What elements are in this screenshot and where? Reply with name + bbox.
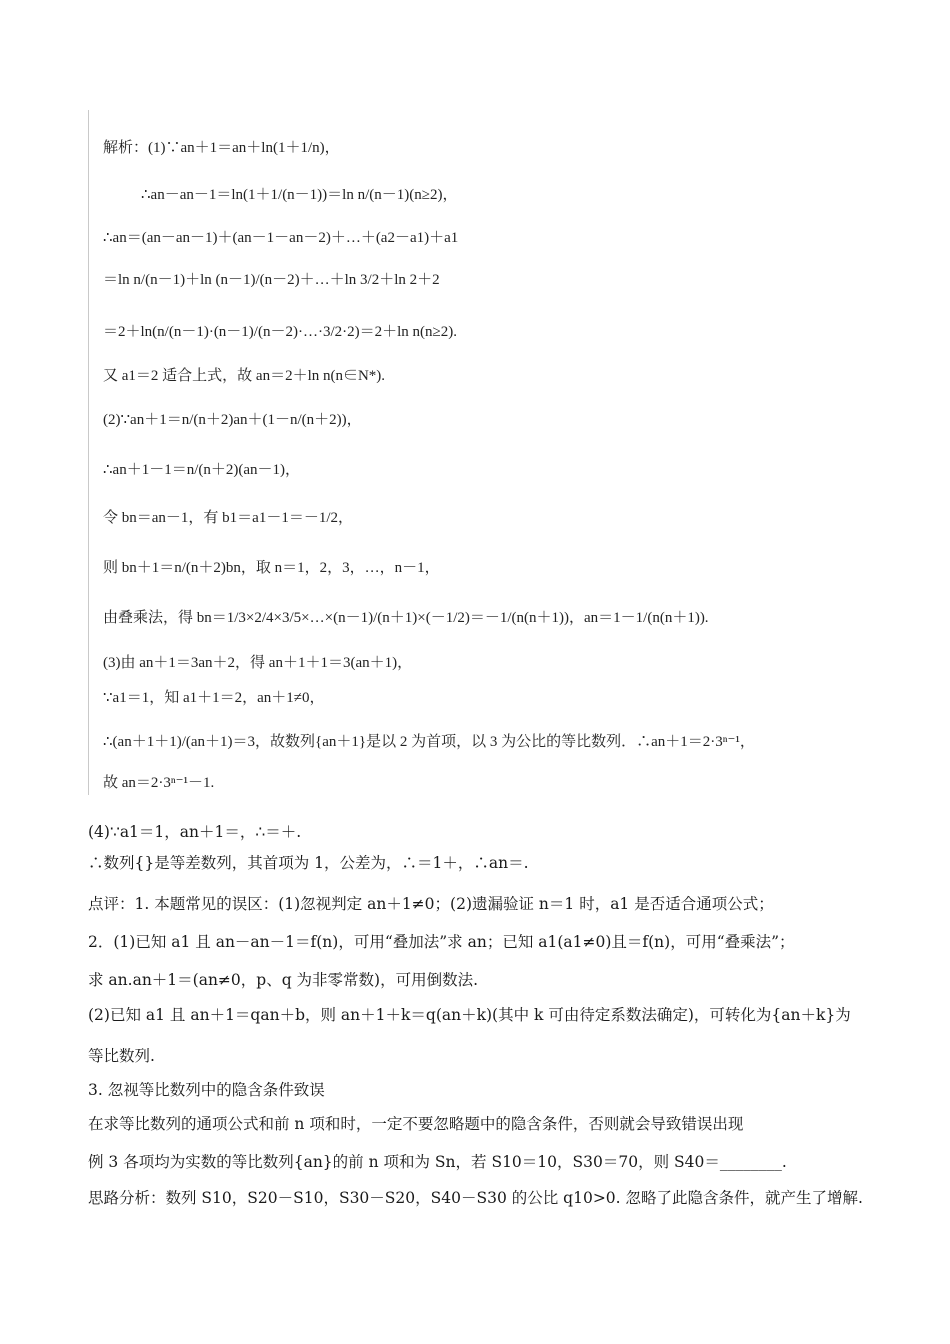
solution-line-15: 故 an＝2·3ⁿ⁻¹－1. xyxy=(103,775,215,791)
solution-line-11: 由叠乘法，得 bn＝1/3×2/4×3/5×…×(n－1)/(n＋1)×(－1/2)＝－1/(n(n＋1))，an＝1－1/(n(n＋1)). xyxy=(103,610,709,626)
body-line-4: 2．(1)已知 a1 且 an－an－1＝f(n)，可用“叠加法”求 an；已知 a1(a1≠0)且＝f(n)，可用“叠乘法”； xyxy=(88,933,795,951)
solution-line-2: ∴an－an－1＝ln(1＋1/(n－1))＝ln n/(n－1)(n≥2)， xyxy=(141,187,458,203)
body-line-2: ∴数列{}是等差数列，其首项为 1，公差为，∴＝1＋，∴an＝. xyxy=(88,854,529,872)
body-line-7: 等比数列. xyxy=(88,1047,155,1065)
solution-line-12: (3)由 an＋1＝3an＋2，得 an＋1＋1＝3(an＋1)， xyxy=(103,655,413,671)
solution-line-14: ∴(an＋1＋1)/(an＋1)＝3，故数列{an＋1}是以 2 为首项，以 3 为公比的等比数列．∴an＋1＝2·3ⁿ⁻¹， xyxy=(103,734,755,750)
solution-line-6: 又 a1＝2 适合上式，故 an＝2＋ln n(n∈N*). xyxy=(103,368,386,384)
solution-line-7: (2)∵an＋1＝n/(n＋2)an＋(1－n/(n＋2))， xyxy=(103,412,362,428)
solution-line-3: ∴an＝(an－an－1)＋(an－1－an－2)＋…＋(a2－a1)＋a1 xyxy=(103,230,459,246)
solution-line-5: ＝2＋ln(n/(n－1)·(n－1)/(n－2)·…·3/2·2)＝2＋ln n(n≥2). xyxy=(103,324,458,340)
solution-figure xyxy=(88,110,755,795)
analysis-line: 思路分析：数列 S10，S20－S10，S30－S20，S40－S30 的公比 q10>0. 忽略了此隐含条件，就产生了增解. xyxy=(88,1189,863,1207)
example-line: 例 3 各项均为实数的等比数列{an}的前 n 项和为 Sn，若 S10＝10，S30＝70，则 S40＝________. xyxy=(88,1153,787,1171)
solution-line-10: 则 bn＋1＝n/(n＋2)bn，取 n＝1，2，3，…，n－1， xyxy=(103,560,440,576)
body-line-6: (2)已知 a1 且 an＋1＝qan＋b，则 an＋1＋k＝q(an＋k)(其中 k 可由待定系数法确定)，可转化为{an＋k}为 xyxy=(88,1006,851,1024)
solution-line-9: 令 bn＝an－1，有 b1＝a1－1＝－1/2， xyxy=(103,510,353,526)
body-line-9: 在求等比数列的通项公式和前 n 项和时，一定不要忽略题中的隐含条件，否则就会导致错误出现 xyxy=(88,1115,744,1133)
body-line-3: 点评：1. 本题常见的误区：(1)忽视判定 an＋1≠0；(2)遗漏验证 n＝1 时，a1 是否适合通项公式； xyxy=(88,895,774,913)
section-heading: 3. 忽视等比数列中的隐含条件致误 xyxy=(88,1081,325,1099)
solution-line-8: ∴an＋1－1＝n/(n＋2)(an－1)， xyxy=(103,462,301,478)
solution-line-1: 解析：(1)∵an＋1＝an＋ln(1＋1/n)， xyxy=(103,140,340,156)
body-line-1: (4)∵a1＝1，an＋1＝，∴＝＋. xyxy=(88,823,302,841)
solution-line-13: ∵a1＝1，知 a1＋1＝2，an＋1≠0， xyxy=(103,690,325,706)
body-line-5: 求 an.an＋1＝(an≠0，p、q 为非零常数)，可用倒数法. xyxy=(88,971,479,989)
solution-line-4: ＝ln n/(n－1)＋ln (n－1)/(n－2)＋…＋ln 3/2＋ln 2＋2 xyxy=(103,272,440,288)
